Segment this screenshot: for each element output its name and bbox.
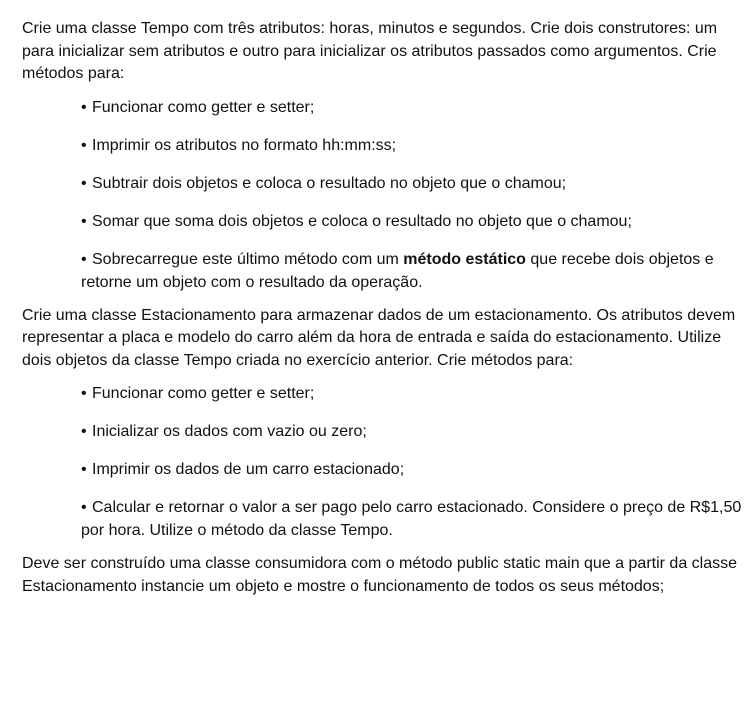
bullet-icon: • [81, 423, 87, 440]
list-item [81, 210, 742, 233]
bullet-icon: • [81, 385, 87, 402]
list-item-text: Imprimir os atributos no formato hh:mm:ss; [92, 136, 397, 154]
list-item [81, 248, 742, 294]
list-item-text: Calcular e retornar o valor a ser pago pelo carro estacionado. Considere o preço de R$1,50 por hora. Utilize o método da classe Tempo. [81, 499, 742, 539]
exercise2-method-list [22, 382, 742, 542]
list-item-text: Somar que soma dois objetos e coloca o resultado no objeto que o chamou; [92, 212, 632, 230]
list-item-text: Funcionar como getter e setter; [92, 98, 315, 116]
list-item [81, 496, 742, 542]
list-item-text: Inicializar os dados com vazio ou zero; [92, 423, 367, 440]
list-item [81, 458, 742, 481]
list-item [81, 420, 742, 443]
closing-paragraph: Deve ser construído uma classe consumidora com o método public static main que a partir da classe Estacionamento instancie um objeto e mostre o funcionamento de todos os seus métodos; [22, 555, 738, 595]
list-item [81, 172, 742, 195]
bullet-icon: • [81, 499, 87, 516]
list-item-text: que recebe dois objetos e retorne um objeto com o resultado da operação. [81, 250, 714, 291]
list-item [81, 96, 742, 119]
list-item-text: Sobrecarregue este último método com um [92, 250, 404, 268]
bullet-icon: • [81, 136, 87, 154]
list-item-text: Funcionar como getter e setter; [92, 385, 315, 402]
list-item [81, 134, 742, 157]
bullet-icon: • [81, 250, 87, 268]
bold-phrase: método estático [403, 250, 526, 268]
bullet-icon: • [81, 174, 87, 192]
list-item-text: Subtrair dois objetos e coloca o resultado no objeto que o chamou; [92, 174, 567, 192]
bullet-icon: • [81, 212, 87, 230]
exercise2-intro: Crie uma classe Estacionamento para armazenar dados de um estacionamento. Os atributos devem representar a placa e modelo do carro além da hora de entrada e saída do estacionamento. Utilize dois objetos da classe Tempo criada no exercício anterior. Crie métodos para: [22, 306, 736, 369]
exercise1-intro: Crie uma classe Tempo com três atributos: horas, minutos e segundos. Crie dois construtores: um para inicializar sem atributos e outro para inicializar os atributos passados como argumentos. Crie métodos para: [22, 20, 718, 82]
exercise1-method-list [22, 96, 742, 294]
list-item [81, 382, 742, 405]
list-item-text: Imprimir os dados de um carro estacionado; [92, 461, 405, 478]
bullet-icon: • [81, 461, 87, 478]
bullet-icon: • [81, 98, 87, 116]
